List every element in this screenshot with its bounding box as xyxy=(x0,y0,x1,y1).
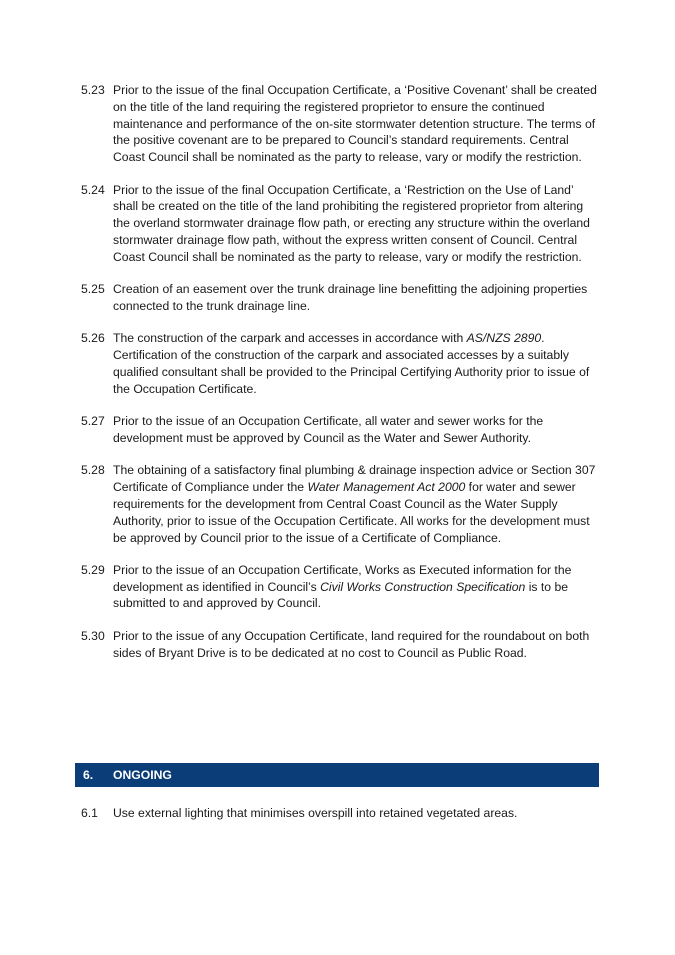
italic-reference: Water Management Act 2000 xyxy=(307,480,466,495)
text-run: Prior to the issue of an Occupation Certificate, all water and sewer works for the development must be approved by Council as the Water and Sewer Authority. xyxy=(113,414,544,445)
condition-text xyxy=(113,82,601,166)
condition-text xyxy=(113,462,601,546)
italic-reference: Civil Works Construction Specification xyxy=(320,579,526,594)
condition-number: 6.1 xyxy=(81,806,98,820)
text-run: The obtaining of a satisfactory final plumbing & drainage inspection advice or Section 307 Certificate of Compliance under the xyxy=(113,463,596,495)
section-number: 6. xyxy=(83,768,94,782)
condition-number: 5.23 xyxy=(81,83,105,97)
condition-text xyxy=(113,562,601,612)
condition-number: 5.24 xyxy=(81,182,105,197)
text-run: . Certification of the construction of the carpark and associated accesses by a suitably qualified consultant shall be provided to the Principal Certifying Authority prior to issue of the Occupation Certificate. xyxy=(113,331,590,396)
condition-number: 5.30 xyxy=(81,628,105,643)
text-run: is to be submitted to and approved by Council. xyxy=(113,579,569,611)
text-run: Use external lighting that minimises overspill into retained vegetated areas. xyxy=(113,806,518,820)
condition-number: 5.27 xyxy=(81,414,105,429)
text-run: for water and sewer requirements for the development from Central Coast Council as the Water Supply Authority, prior to issue of the Occupation Certificate. All works for the development must be approved by Council prior to the issue of a Certificate of Compliance. xyxy=(113,480,590,545)
condition-text xyxy=(113,413,601,447)
condition-item xyxy=(81,462,601,546)
text-run: Prior to the issue of the final Occupation Certificate, a ‘Positive Covenant’ shall be created on the title of the land requiring the registered proprietor to ensure the continued maintenance and performance of the on-site stormwater detention structure. The terms of the positive covenant are to be prepared to Council’s standard requirements. Central Coast Council shall be nominated as the party to release, vary or modify the restriction. xyxy=(113,83,597,165)
condition-text xyxy=(113,182,601,266)
condition-item xyxy=(81,82,601,166)
italic-reference: AS/NZS 2890 xyxy=(466,331,542,346)
conditions-list xyxy=(81,82,601,677)
text-run: Prior to the issue of any Occupation Certificate, land required for the roundabout on both sides of Bryant Drive is to be dedicated at no cost to Council as Public Road. xyxy=(113,628,590,660)
text-run: Creation of an easement over the trunk drainage line benefitting the adjoining properties connected to the trunk drainage line. xyxy=(113,282,588,313)
condition-item xyxy=(81,805,601,822)
condition-item xyxy=(81,413,601,447)
condition-text xyxy=(113,805,601,822)
text-run: The construction of the carpark and accesses in accordance with xyxy=(113,331,467,346)
condition-item xyxy=(81,330,601,397)
condition-number: 5.28 xyxy=(81,463,105,478)
section-header xyxy=(75,763,599,787)
condition-item xyxy=(81,562,601,612)
condition-item xyxy=(81,281,601,315)
condition-item xyxy=(81,628,601,662)
text-run: Prior to the issue of the final Occupation Certificate, a ‘Restriction on the Use of Land’ shall be created on the title of the land prohibiting the registered proprietor from altering the overland stormwater drainage flow path, or erecting any structure within the overland stormwater drainage flow path, without the express written consent of Council. Central Coast Council shall be nominated as the party to release, vary or modify the restriction. xyxy=(113,182,590,264)
condition-text xyxy=(113,628,601,662)
condition-text xyxy=(113,281,601,315)
text-run: Prior to the issue of an Occupation Certificate, Works as Executed information for the development as identified in Council’s xyxy=(113,562,572,594)
ongoing-conditions-list xyxy=(81,805,601,837)
condition-text xyxy=(113,330,601,397)
condition-number: 5.29 xyxy=(81,562,105,577)
condition-number: 5.26 xyxy=(81,331,105,346)
condition-item xyxy=(81,182,601,266)
section-title: ONGOING xyxy=(113,768,172,782)
condition-number: 5.25 xyxy=(81,282,105,297)
